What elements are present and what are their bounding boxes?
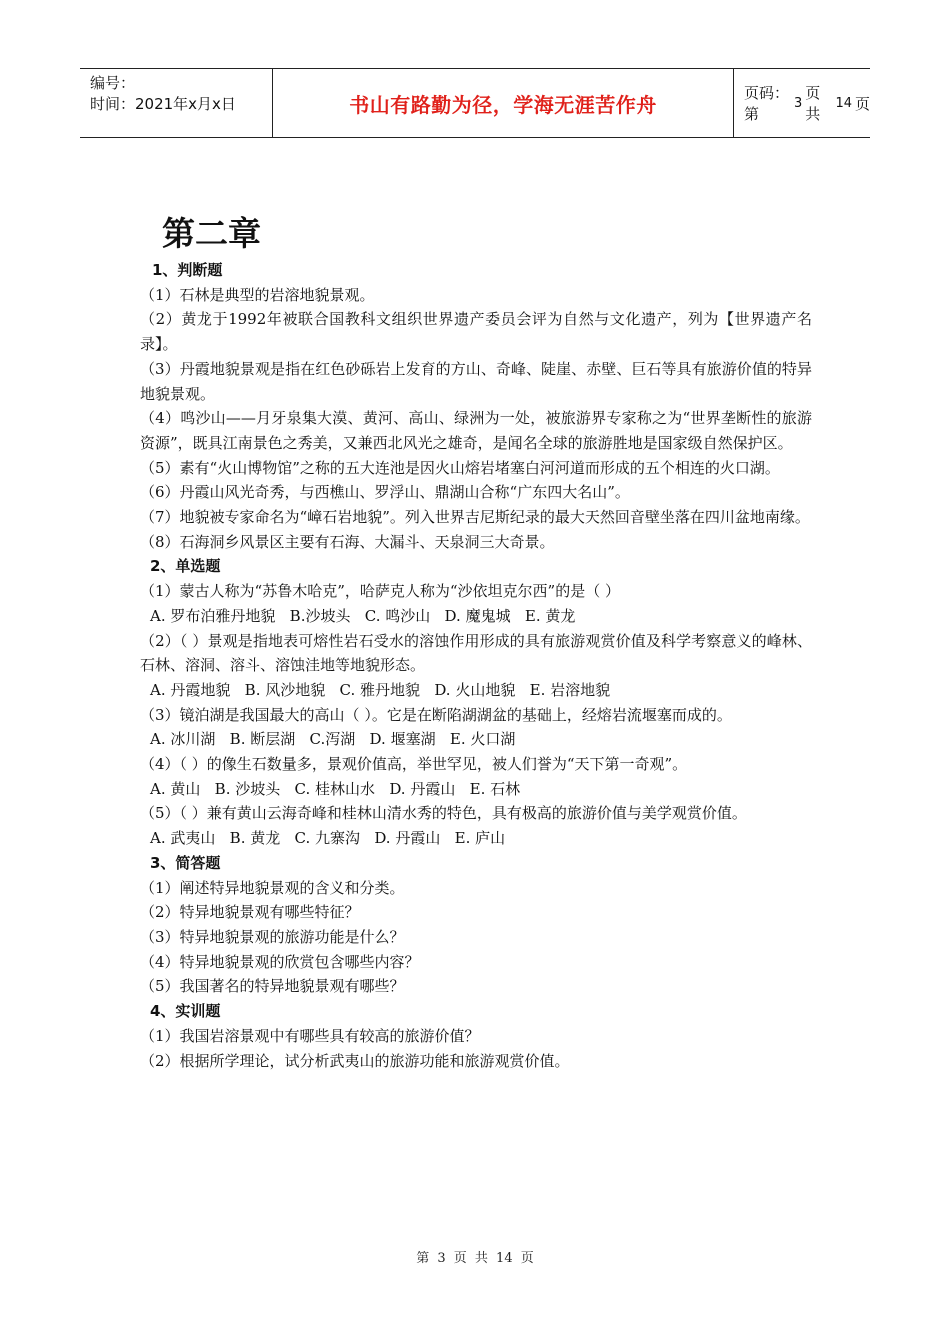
- question-item: （2）根据所学理论，试分析武夷山的旅游功能和旅游观赏价值。: [140, 1051, 570, 1070]
- section-title-practical: 4、实训题: [150, 1002, 221, 1021]
- question-item: （5）我国著名的特异地貌景观有哪些？: [140, 977, 405, 996]
- question-item: （8）石海洞乡风景区主要有石海、大漏斗、天泉洞三大奇景。: [140, 532, 555, 551]
- section-title-single-choice: 2、单选题: [150, 557, 221, 576]
- question-item: （1）石林是典型的岩溶地貌景观。: [140, 285, 375, 304]
- answer-options: A. 罗布泊雅丹地貌 B.沙坡头 C. 鸣沙山 D. 魔鬼城 E. 黄龙: [150, 606, 576, 625]
- question-item: （2）特异地貌景观有哪些特征？: [140, 903, 360, 922]
- chapter-title: 第二章: [162, 214, 261, 253]
- question-item: （4）特异地貌景观的欣赏包含哪些内容？: [140, 952, 420, 971]
- header-page-info: [734, 69, 870, 137]
- question-item: （3）镜泊湖是我国最大的高山（ ）。它是在断陷湖湖盆的基础上，经熔岩流堰塞而成的。: [140, 705, 732, 724]
- header-page-total: 14: [835, 95, 852, 111]
- question-item: （2）黄龙于1992年被联合国教科文组织世界遗产委员会评为自然与文化遗产，列为【世界遗产名录】。: [140, 310, 812, 354]
- answer-options: A. 冰川湖 B. 断层湖 C.泻湖 D. 堰塞湖 E. 火口湖: [150, 730, 516, 749]
- answer-options: A. 丹霞地貌 B. 风沙地貌 C. 雅丹地貌 D. 火山地貌 E. 岩溶地貌: [150, 680, 611, 699]
- question-item: （3）特异地貌景观的旅游功能是什么？: [140, 927, 405, 946]
- answer-options: A. 黄山 B. 沙坡头 C. 桂林山水 D. 丹霞山 E. 石林: [150, 779, 521, 798]
- header-page-middle: 页 共: [805, 84, 821, 123]
- question-item: （4）鸣沙山——月牙泉集大漠、黄河、高山、绿洲为一处，被旅游界专家称之为“世界垄断性的旅游资源”，既具江南景色之秀美，又兼西北风光之雄奇，是闻名全球的旅游胜地是国家级自然保护区。: [140, 409, 812, 452]
- section-title-short-answer: 3、简答题: [150, 853, 221, 872]
- question-item: （7）地貌被专家命名为“嶂石岩地貌”。列入世界吉尼斯纪录的最大天然回音壁坐落在四川盆地南缘。: [140, 508, 810, 527]
- header-number-label: 编号：: [90, 74, 136, 92]
- question-item: （1）我国岩溶景观中有哪些具有较高的旅游价值？: [140, 1026, 480, 1045]
- question-item: （1）阐述特异地貌景观的含义和分类。: [140, 878, 405, 897]
- section-title-true-false: 1、判断题: [152, 261, 223, 279]
- question-item: （2）（ ）景观是指地表可熔性岩石受水的溶蚀作用形成的具有旅游观赏价值及科学考察意义的峰林、石林、溶洞、溶斗、溶蚀洼地等地貌形态。: [140, 631, 812, 675]
- header-motto: 书山有路勤为径，学海无涯苦作舟: [273, 69, 734, 137]
- question-item: （5）素有“火山博物馆”之称的五大连池是因火山熔岩堵塞白河河道而形成的五个相连的火口湖。: [140, 458, 780, 477]
- page-header: [80, 68, 870, 138]
- question-item: （6）丹霞山风光奇秀，与西樵山、罗浮山、鼎湖山合称“广东四大名山”。: [140, 483, 630, 502]
- question-item: （4）（ ）的像生石数量多，景观价值高，举世罕见，被人们誉为“天下第一奇观”。: [140, 755, 688, 774]
- header-date: 时间：2021年x月x日: [90, 95, 236, 113]
- document-body: [140, 210, 812, 1073]
- question-item: （5）（ ）兼有黄山云海奇峰和桂林山清水秀的特色，具有极高的旅游价值与美学观赏价值。: [140, 804, 747, 823]
- answer-options: A. 武夷山 B. 黄龙 C. 九寨沟 D. 丹霞山 E. 庐山: [150, 829, 506, 848]
- header-meta: [80, 69, 273, 137]
- question-item: （3）丹霞地貌景观是指在红色砂砾岩上发育的方山、奇峰、陡崖、赤壁、巨石等具有旅游价值的特异地貌景观。: [140, 359, 812, 403]
- question-item: （1）蒙古人称为“苏鲁木哈克”，哈萨克人称为“沙依坦克尔西”的是（ ）: [140, 582, 620, 601]
- header-page-prefix: 页码：第: [744, 84, 790, 123]
- page-footer: 第 3 页 共 14 页: [416, 1251, 534, 1266]
- header-page-current: 3: [793, 95, 803, 111]
- header-page-suffix: 页: [854, 94, 870, 113]
